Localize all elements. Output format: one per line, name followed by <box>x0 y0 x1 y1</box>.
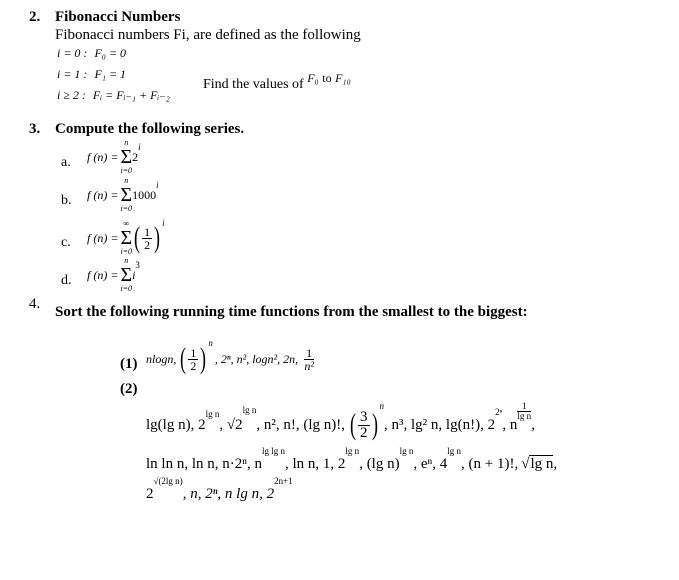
q2-number: 2. <box>29 9 41 25</box>
q4-line3: 2 √(2lg n) , n, 2ⁿ, n lg n, 2 2n+1 <box>146 476 293 502</box>
q3-item-d-upper: n <box>124 256 129 265</box>
q4-p1-half-num: 1 <box>190 345 197 360</box>
q3-item-c-den: 2 <box>144 237 151 252</box>
q4-l2-sqrt-arg: lg n <box>530 456 554 472</box>
q4-l1-b: , √2 <box>219 416 243 433</box>
q3-item-c-lhs: f (n) = <box>87 230 119 245</box>
q2-rule0-cond: i = 0 : <box>57 46 88 60</box>
q3-item-b-upper: n <box>124 176 129 185</box>
q4-l1-e: , n <box>502 416 518 433</box>
q4-l2-a: ln ln n, ln n, n·2ⁿ, n <box>146 455 262 472</box>
q3-item-d-lhs: f (n) = <box>87 267 119 282</box>
q3-item-d-term: i <box>132 267 136 282</box>
q4-l1-e-exp <box>517 402 531 421</box>
sqrt-icon: √ <box>521 455 530 472</box>
sigma-icon: n Σ i=0 <box>120 176 133 213</box>
q2-title: Fibonacci Numbers <box>55 9 181 25</box>
q4-p1-f1: nlogn, <box>146 351 177 366</box>
q3-item-b-formula: f (n) = n Σ i=0 1000 i <box>87 176 159 213</box>
sigma-icon: n Σ i=0 <box>120 256 133 293</box>
q4-l1-e-exp-den: lg n <box>517 411 532 421</box>
q2-rule2-cond: i ≥ 2 : <box>57 88 86 102</box>
q4-l1-f: , <box>531 416 535 433</box>
q4-l3-a: 2 <box>146 485 154 502</box>
q2-rule1 <box>57 67 126 82</box>
sigma-icon: ∞ Σ i=0 <box>120 219 133 256</box>
q4-p1-last-den: n² <box>304 358 314 373</box>
q3-item-b-lower: i=0 <box>120 204 133 213</box>
q3-item-c-upper: ∞ <box>123 219 130 228</box>
q3-item-d-label: d. <box>61 273 72 288</box>
q4-number: 4. <box>29 296 41 312</box>
q4-l1-d: , n³, lg² n, lg(n!), 2 <box>384 416 496 433</box>
left-paren-icon: ( <box>134 221 141 254</box>
q3-item-b-lhs: f (n) = <box>87 187 119 202</box>
q3-item-c-formula: f (n) = ∞ Σ i=0 ( $\frac{1}{2}$ ) i <box>87 218 165 256</box>
q2-find-text: Find the values of <box>203 77 304 92</box>
q2-rule1-eq: F₁ = 1 <box>94 67 127 81</box>
q4-l1-frac-den: 2 <box>360 424 368 441</box>
q3-item-a-upper: n <box>124 138 129 147</box>
q4-line1: lg(lg n), 2 lg n , √2 lg n , n², n!, (lg n)!, ( $\frac{3}{2}$ ) n , n³, lg² n, lg(n!), 2 2ⁿ , n $\frac{1}{\text{lg n}}$ , <box>146 401 535 441</box>
q4-l1-frac <box>358 410 370 441</box>
q2-find-to-word: to <box>322 71 332 85</box>
q4-l2-e: , (n + 1)!, <box>461 455 519 472</box>
q2-intro: Fibonacci numbers Fi, are defined as the following <box>55 27 361 43</box>
q3-number: 3. <box>29 121 41 137</box>
right-paren-icon: ) <box>154 221 161 254</box>
right-paren-icon: ) <box>200 342 207 375</box>
q3-item-a-lhs: f (n) = <box>87 149 119 164</box>
q4-line2: ln ln n, ln n, n·2ⁿ, n lg lg n , ln n, 1, 2 lg n , (lg n) lg n , eⁿ, 4 lg n , (n + 1)!, √ lg n , <box>146 446 558 472</box>
q4-title: Sort the following running time functions from the smallest to the biggest: <box>55 304 528 320</box>
q4-l1-a: lg(lg n), 2 <box>146 416 206 433</box>
q4-l2-f: , <box>553 455 558 472</box>
q3-item-c-lower: i=0 <box>120 247 133 256</box>
q3-item-d-lower: i=0 <box>120 284 133 293</box>
q3-item-c-fraction <box>142 226 152 251</box>
q4-part1-formula: nlogn, ( $\frac{1}{2}$ ) n , 2ⁿ, n², logn², 2n, $\frac{1}{\text{n²}}$ <box>146 338 314 375</box>
left-paren-icon: ( <box>350 408 356 441</box>
q4-p1-last <box>304 347 314 372</box>
q4-l1-c: , n², n!, (lg n)!, <box>256 416 345 433</box>
q3-title: Compute the following series. <box>55 121 245 137</box>
q2-rule2-eq: Fᵢ = Fᵢ₋₁ + Fᵢ₋₂ <box>92 88 170 102</box>
q4-p1-half <box>188 347 198 372</box>
q4-p1-half-den: 2 <box>190 358 197 373</box>
q3-item-c-label: c. <box>61 235 71 250</box>
q3-item-d-formula: f (n) = n Σ i=0 i 3 <box>87 256 140 293</box>
q2-find-from: F₀ <box>307 71 319 85</box>
q2-rule0 <box>57 46 126 61</box>
q2-rule0-eq: F₀ = 0 <box>94 46 127 60</box>
q2-rule2 <box>57 88 170 103</box>
left-paren-icon: ( <box>180 342 187 375</box>
q4-l1-e-exp-num: 1 <box>517 402 531 412</box>
q2-find <box>203 71 351 93</box>
sigma-icon: n Σ i=0 <box>120 138 133 175</box>
q4-part1-label: (1) <box>120 356 138 372</box>
q2-rule1-cond: i = 1 : <box>57 67 88 81</box>
q4-l1-frac-num: 3 <box>360 408 368 425</box>
q4-p1-last-num: 1 <box>306 345 313 360</box>
q4-l2-d: , eⁿ, 4 <box>413 455 448 472</box>
q4-l3-b: , n, 2ⁿ, n lg n, 2 <box>182 485 275 502</box>
q3-item-a-label: a. <box>61 155 71 170</box>
q3-item-a-formula: f (n) = n Σ i=0 2 i <box>87 138 141 175</box>
q3-item-a-lower: i=0 <box>120 166 133 175</box>
q4-l2-b: , ln n, 1, 2 <box>285 455 346 472</box>
q3-item-c-num: 1 <box>144 224 151 239</box>
q3-item-a-term: 2 <box>132 149 139 164</box>
q3-item-b-label: b. <box>61 193 72 208</box>
right-paren-icon: ) <box>371 408 378 441</box>
q4-l2-c: , (lg n) <box>359 455 400 472</box>
q2-find-to: F₁₀ <box>335 71 351 85</box>
q3-item-b-term: 1000 <box>132 187 157 202</box>
q4-p1-rest: , 2ⁿ, n², logn², 2n, <box>214 351 299 366</box>
q4-part2-label: (2) <box>120 381 138 397</box>
